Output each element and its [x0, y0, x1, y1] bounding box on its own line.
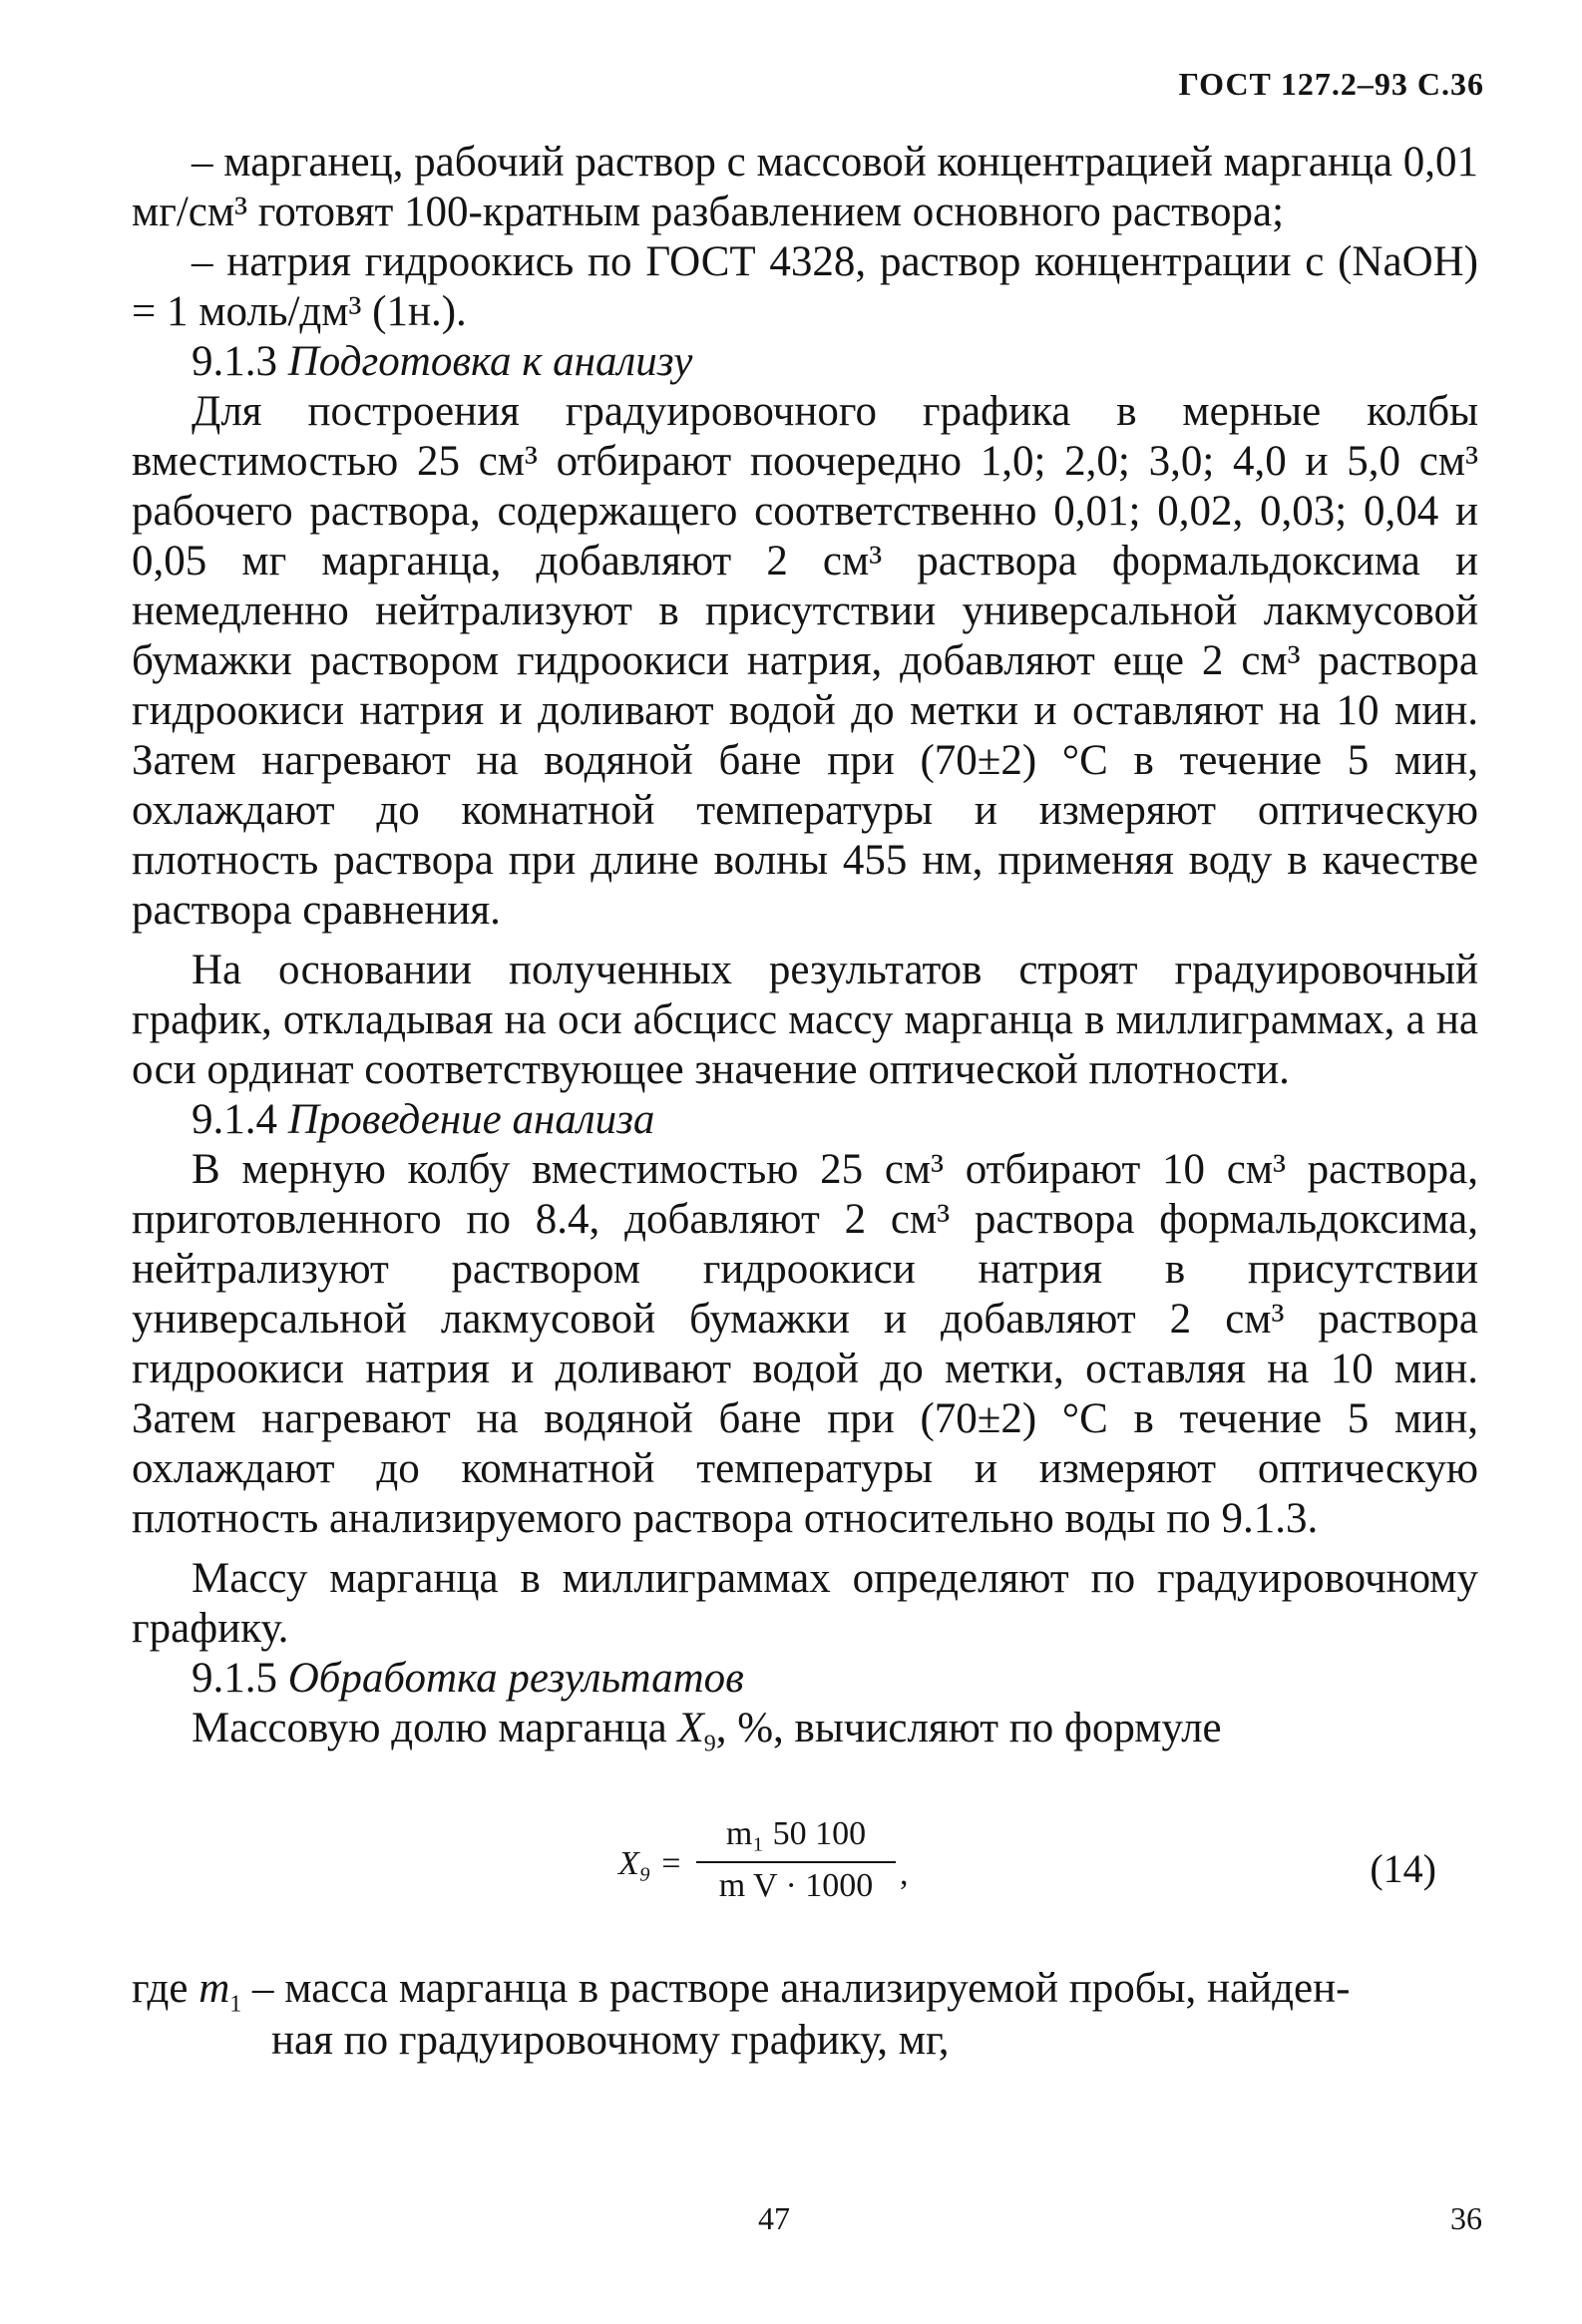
formula-comma: , — [900, 1855, 909, 1892]
section-title: Проведение анализа — [287, 1096, 655, 1143]
body-text — [132, 138, 1478, 1757]
paragraph-formula-intro — [132, 1704, 1478, 1757]
where-lead: где — [132, 1965, 199, 2012]
where-line — [132, 1963, 1478, 2018]
where-text: – масса марганца в растворе анализируемой пробы, найден- — [241, 1965, 1351, 2012]
paragraph: На основании полученных результатов строят градуировочный график, откладывая на оси абсцисс массу марганца в миллиграммах, а на оси ординат соответствующее значение оптической плотности. — [132, 947, 1478, 1093]
variable: X — [677, 1705, 704, 1751]
page-number-center: 47 — [758, 2200, 790, 2236]
section-title: Подготовка к анализу — [287, 338, 693, 385]
page-number-right: 36 — [1450, 2200, 1482, 2236]
paragraph: – марганец, рабочий раствор с массовой концентрацией марганца 0,01 мг/см³ готовят 100-кратным разбавлением основного раствора; — [132, 139, 1478, 235]
variable: m — [198, 1965, 230, 2012]
paragraph: Для построения градуировочного графика в мерные колбы вместимостью 25 см³ отбирают поочередно 1,0; 2,0; 3,0; 4,0 и 5,0 см³ рабочего раствора, содержащего соответственно 0,01; 0,02, 0,03; 0,04 и 0,05 мг марганца, добавляют 2 см³ раствора формальдоксима и немедленно нейтрализуют в присутствии универсальной лакмусовой бумажки раствором гидроокиси натрия, добавляют еще 2 см³ раствора гидроокиси натрия и доливают водой до метки и оставляют на 10 мин. Затем нагревают на водяной бане при (70±2) °С в течение 5 мин, охлаждают до комнатной температуры и измеряют оптическую плотность раствора при длине волны 455 нм, применяя воду в качестве раствора сравнения. — [132, 388, 1478, 934]
intro-text: Массовую долю марганца — [192, 1705, 678, 1751]
running-head: ГОСТ 127.2–93 С.36 — [1178, 66, 1484, 102]
formula-denominator: m V · 1000 — [718, 1867, 874, 1904]
paragraph: Массу марганца в миллиграммах определяют по градуировочному графику. — [132, 1555, 1478, 1652]
variable-subscript: 9 — [703, 1731, 716, 1757]
formula-14 — [618, 1815, 1476, 1935]
section-heading-9-1-4 — [132, 1095, 1478, 1145]
section-title: Обработка результатов — [287, 1655, 744, 1702]
paragraph: – натрия гидроокись по ГОСТ 4328, раствор концентрации c (NaOH) = 1 моль/дм³ (1н.). — [132, 238, 1478, 335]
intro-text: , %, вычисляют по формуле — [715, 1705, 1222, 1751]
formula-number: (14) — [1370, 1846, 1436, 1891]
where-continuation: ная по градуировочному графику, мг, — [271, 2017, 950, 2064]
variable-subscript: 1 — [229, 1991, 242, 2018]
section-heading-9-1-5 — [132, 1654, 1478, 1704]
formula-lhs: X₉ = — [618, 1845, 683, 1882]
paragraph: В мерную колбу вместимостью 25 см³ отбирают 10 см³ раствора, приготовленного по 8.4, добавляют 2 см³ раствора формальдоксима, нейтрализуют раствором гидроокиси натрия в присутствии универсальной лакмусовой бумажки и добавляют 2 см³ раствора гидроокиси натрия и доливают водой до метки, оставляя на 10 мин. Затем нагревают на водяной бане при (70±2) °С в течение 5 мин, охлаждают до комнатной температуры и измеряют оптическую плотность анализируемого раствора относительно воды по 9.1.3. — [132, 1146, 1478, 1542]
section-heading-9-1-3 — [132, 337, 1478, 387]
section-number: 9.1.5 — [192, 1655, 277, 1702]
fraction-bar — [696, 1861, 896, 1863]
section-number: 9.1.4 — [192, 1096, 277, 1143]
section-number: 9.1.3 — [192, 338, 277, 385]
where-clause — [132, 1963, 1478, 2067]
formula-numerator: m₁ 50 100 — [725, 1815, 867, 1852]
